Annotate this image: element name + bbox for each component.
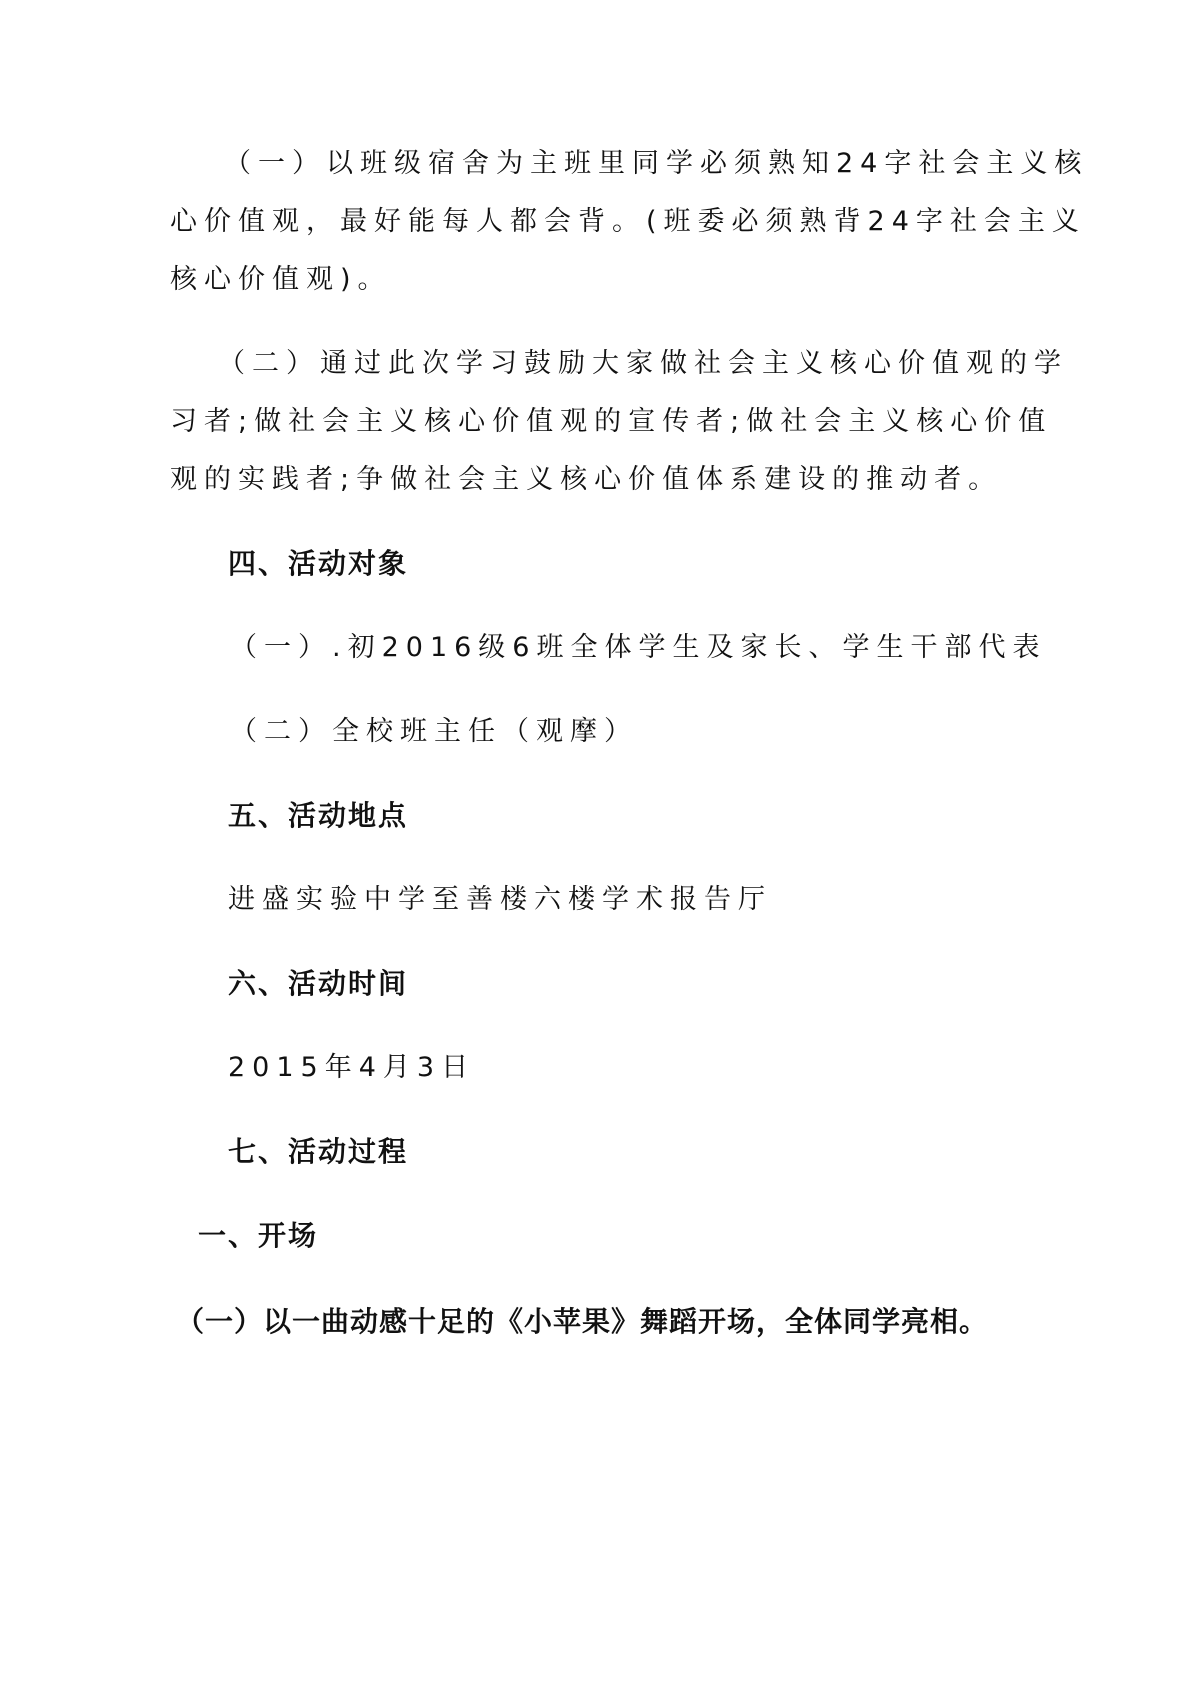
section-7-heading: 七、活动过程 xyxy=(228,1135,409,1168)
paragraph-1-line-2: 心价值观，最好能每人都会背。(班委必须熟背24字社会主义 xyxy=(170,206,1086,237)
section-4-item-1: （一）.初2016级6班全体学生及家长、学生干部代表 xyxy=(230,632,1047,663)
section-5-heading: 五、活动地点 xyxy=(228,799,409,832)
section-5-body: 进盛实验中学至善楼六楼学术报告厅 xyxy=(228,884,772,915)
section-4-heading: 四、活动对象 xyxy=(228,547,409,580)
section-6-body: 2015年4月3日 xyxy=(228,1052,476,1083)
paragraph-2-line-2: 习者;做社会主义核心价值观的宣传者;做社会主义核心价值 xyxy=(170,406,1053,437)
paragraph-2-line-1: （二）通过此次学习鼓励大家做社会主义核心价值观的学 xyxy=(218,348,1068,379)
paragraph-2-line-3: 观的实践者;争做社会主义核心价值体系建设的推动者。 xyxy=(170,464,1003,495)
paragraph-1-line-1: （一）以班级宿舍为主班里同学必须熟知24字社会主义核 xyxy=(224,148,1089,179)
section-7-item-1: （一）以一曲动感十足的《小苹果》舞蹈开场，全体同学亮相。 xyxy=(176,1305,989,1338)
paragraph-1-line-3: 核心价值观)。 xyxy=(170,264,392,295)
section-4-item-2: （二）全校班主任（观摩） xyxy=(230,716,638,747)
section-7-sub-heading: 一、开场 xyxy=(198,1219,319,1252)
section-6-heading: 六、活动时间 xyxy=(228,967,409,1000)
